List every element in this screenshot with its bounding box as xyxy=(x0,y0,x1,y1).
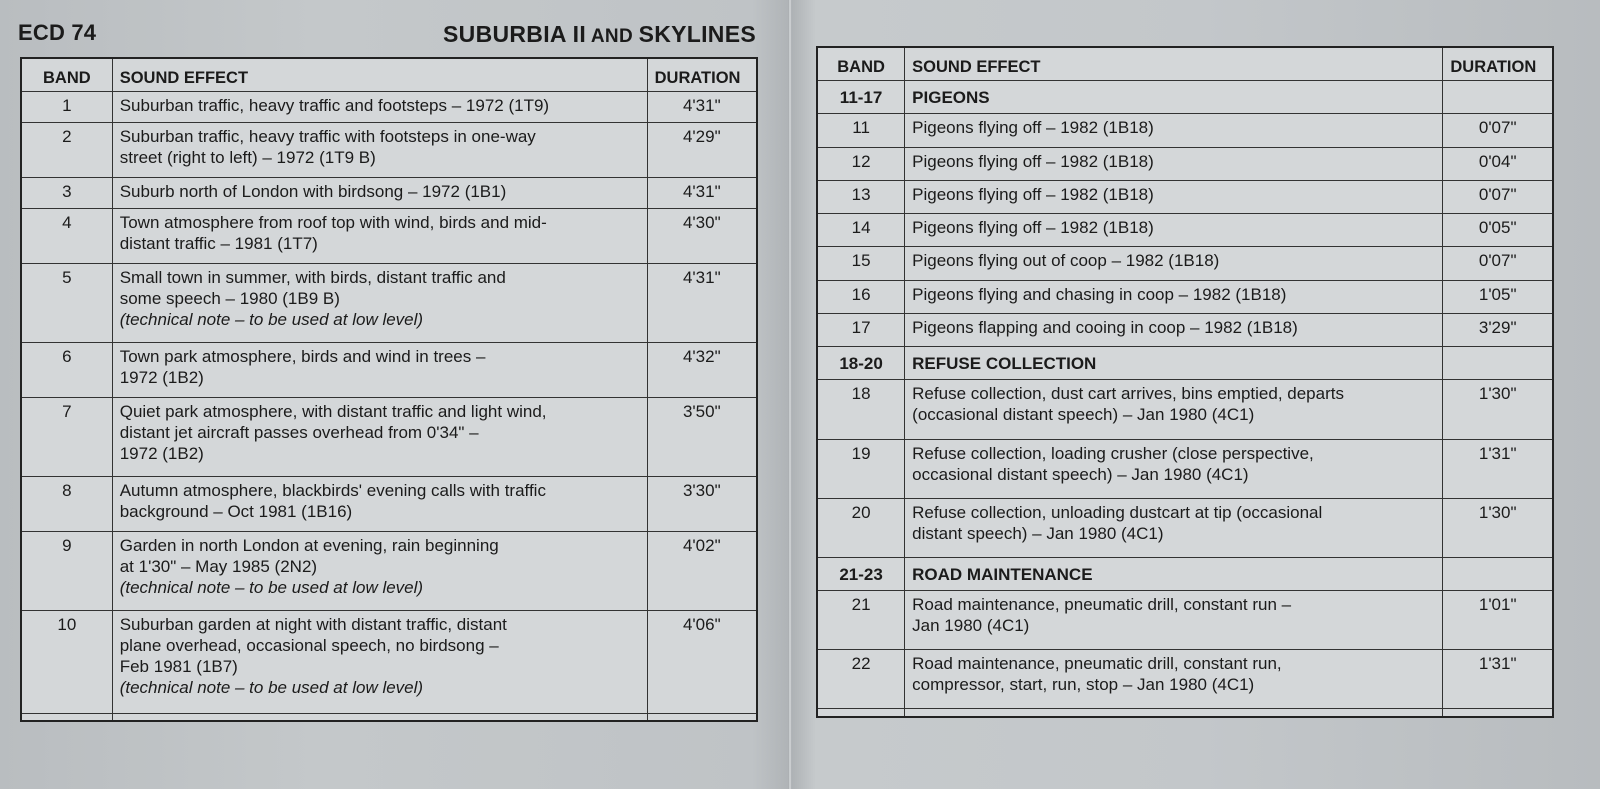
band-header: BAND xyxy=(21,58,112,92)
table-row xyxy=(21,610,757,713)
left-page xyxy=(0,0,790,789)
catalog-number: ECD 74 xyxy=(18,20,97,45)
effect-line: distant speech) – Jan 1980 (4C1) xyxy=(912,523,1164,543)
page-title xyxy=(443,21,756,48)
empty-cell xyxy=(647,713,757,721)
table-row xyxy=(21,531,757,610)
empty-cell xyxy=(905,709,1443,717)
effect-line: Road maintenance, pneumatic drill, constant run, xyxy=(912,654,1282,674)
duration-cell: 3'50" xyxy=(647,397,757,476)
duration-cell: 1'05" xyxy=(1443,280,1553,313)
table-row xyxy=(817,114,1553,147)
effect-line: Refuse collection, loading crusher (close perspective, xyxy=(912,443,1314,463)
section-row xyxy=(817,557,1553,590)
sound-effect-cell xyxy=(905,147,1443,180)
band-cell: 4 xyxy=(21,208,112,263)
sound-effect-cell xyxy=(112,177,647,208)
effect-line: Refuse collection, unloading dustcart at tip (occasional xyxy=(912,502,1323,522)
duration-cell xyxy=(1443,557,1553,590)
filler-row xyxy=(817,709,1553,717)
band-cell: 1 xyxy=(21,92,112,123)
sound-effect-cell xyxy=(905,313,1443,346)
table-row xyxy=(817,214,1553,247)
band-cell: 11-17 xyxy=(817,81,905,114)
effect-line: Pigeons flying off – 1982 (1B18) xyxy=(912,151,1154,171)
effect-line: Suburban garden at night with distant traffic, distant xyxy=(119,614,507,634)
table-row xyxy=(817,498,1553,557)
sound-effect-cell xyxy=(112,476,647,531)
sound-effect-cell xyxy=(905,439,1443,498)
duration-cell: 0'07" xyxy=(1443,114,1553,147)
right-page xyxy=(790,0,1600,789)
effect-line: some speech – 1980 (1B9 B) xyxy=(119,288,340,308)
band-cell: 17 xyxy=(817,313,905,346)
sound-effect-cell xyxy=(112,92,647,123)
effect-line: plane overhead, occasional speech, no birdsong – xyxy=(119,635,499,655)
title-and: AND xyxy=(586,26,639,47)
left-table-body xyxy=(21,92,757,722)
table-row xyxy=(21,263,757,342)
effect-line: Suburban traffic, heavy traffic and footsteps – 1972 (1T9) xyxy=(119,96,550,115)
duration-cell: 0'05" xyxy=(1443,214,1553,247)
effect-line: Suburban traffic, heavy traffic with footsteps in one-way xyxy=(119,126,536,146)
band-cell: 19 xyxy=(817,439,905,498)
effect-line: Road maintenance, pneumatic drill, constant run – xyxy=(912,595,1292,615)
band-cell: 11 xyxy=(817,114,905,147)
band-cell: 18-20 xyxy=(817,347,905,380)
section-row xyxy=(817,347,1553,380)
band-cell: 6 xyxy=(21,342,112,397)
band-cell: 10 xyxy=(21,610,112,713)
duration-cell: 3'29" xyxy=(1443,313,1553,346)
table-row xyxy=(21,476,757,531)
effect-line: Pigeons flying out of coop – 1982 (1B18) xyxy=(912,251,1220,271)
sound-effect-cell xyxy=(112,122,647,177)
section-row xyxy=(817,81,1553,114)
technical-note: (technical note – to be used at low level) xyxy=(119,677,424,697)
effect-line: street (right to left) – 1972 (1T9 B) xyxy=(119,147,376,167)
effect-line: at 1'30" – May 1985 (2N2) xyxy=(119,556,318,576)
effect-line: Pigeons flying and chasing in coop – 1982 (1B18) xyxy=(912,284,1287,304)
duration-cell: 4'30" xyxy=(647,208,757,263)
effect-line: Quiet park atmosphere, with distant traffic and light wind, xyxy=(119,401,547,421)
table-row xyxy=(817,439,1553,498)
table-row xyxy=(21,397,757,476)
effect-line: distant jet aircraft passes overhead from 0'34" – xyxy=(119,422,479,442)
sound-effect-cell xyxy=(112,342,647,397)
band-cell: 21-23 xyxy=(817,557,905,590)
duration-cell: 3'30" xyxy=(647,476,757,531)
empty-cell xyxy=(1443,709,1553,717)
band-cell: 5 xyxy=(21,263,112,342)
duration-cell: 4'02" xyxy=(647,531,757,610)
duration-cell: 0'07" xyxy=(1443,180,1553,213)
sound-effect-cell xyxy=(112,208,647,263)
technical-note: (technical note – to be used at low level) xyxy=(119,309,424,329)
band-header: BAND xyxy=(817,47,905,81)
band-cell: 7 xyxy=(21,397,112,476)
band-cell: 2 xyxy=(21,122,112,177)
section-title: REFUSE COLLECTION xyxy=(905,347,1443,380)
effect-line: Pigeons flying off – 1982 (1B18) xyxy=(912,118,1154,138)
band-cell: 12 xyxy=(817,147,905,180)
duration-cell: 4'31" xyxy=(647,92,757,123)
table-row xyxy=(21,177,757,208)
sound-effect-cell xyxy=(905,380,1443,439)
band-cell: 16 xyxy=(817,280,905,313)
duration-cell: 4'06" xyxy=(647,610,757,713)
table-row xyxy=(21,208,757,263)
effect-line: Garden in north London at evening, rain beginning xyxy=(119,535,499,555)
duration-header: DURATION xyxy=(647,58,757,92)
duration-cell: 1'31" xyxy=(1443,439,1553,498)
band-cell: 21 xyxy=(817,591,905,650)
sound-effect-cell xyxy=(112,531,647,610)
duration-cell xyxy=(1443,81,1553,114)
sound-effect-cell xyxy=(112,263,647,342)
band-cell: 20 xyxy=(817,498,905,557)
band-cell: 3 xyxy=(21,177,112,208)
technical-note: (technical note – to be used at low level) xyxy=(119,577,424,597)
band-cell: 15 xyxy=(817,247,905,280)
band-cell: 9 xyxy=(21,531,112,610)
band-cell: 13 xyxy=(817,180,905,213)
effect-line: Town atmosphere from roof top with wind, birds and mid- xyxy=(119,212,547,232)
duration-cell: 1'01" xyxy=(1443,591,1553,650)
empty-cell xyxy=(112,713,647,721)
table-row xyxy=(817,650,1553,709)
title-main: SUBURBIA II xyxy=(443,21,587,47)
table-header-row xyxy=(817,47,1553,81)
table-header-row xyxy=(21,58,757,92)
sound-effect-cell xyxy=(905,114,1443,147)
effect-line: Pigeons flying off – 1982 (1B18) xyxy=(912,184,1154,204)
sound-effect-cell xyxy=(905,214,1443,247)
table-row xyxy=(21,92,757,123)
effect-line: Refuse collection, dust cart arrives, bins emptied, departs xyxy=(912,384,1344,404)
duration-cell: 1'30" xyxy=(1443,498,1553,557)
effect-line: 1972 (1B2) xyxy=(119,443,204,463)
sound-effect-cell xyxy=(905,591,1443,650)
effect-line: 1972 (1B2) xyxy=(119,367,204,387)
duration-cell: 4'32" xyxy=(647,342,757,397)
duration-cell: 0'07" xyxy=(1443,247,1553,280)
effect-line: Jan 1980 (4C1) xyxy=(912,616,1030,636)
table-row xyxy=(817,313,1553,346)
effect-line: Small town in summer, with birds, distant traffic and xyxy=(119,267,506,287)
empty-cell xyxy=(21,713,112,721)
sound-effect-header: SOUND EFFECT xyxy=(905,47,1443,81)
sound-effect-cell xyxy=(905,650,1443,709)
table-row xyxy=(21,342,757,397)
right-table-body xyxy=(817,81,1553,718)
effect-line: occasional distant speech) – Jan 1980 (4C1) xyxy=(912,464,1249,484)
left-track-table xyxy=(20,57,758,722)
duration-cell: 4'31" xyxy=(647,263,757,342)
effect-line: Pigeons flapping and cooing in coop – 1982 (1B18) xyxy=(912,317,1298,337)
section-title: ROAD MAINTENANCE xyxy=(905,557,1443,590)
table-row xyxy=(21,122,757,177)
duration-cell: 4'31" xyxy=(647,177,757,208)
sound-effect-cell xyxy=(905,498,1443,557)
sound-effect-cell xyxy=(905,247,1443,280)
duration-cell: 1'30" xyxy=(1443,380,1553,439)
effect-line: Town park atmosphere, birds and wind in trees – xyxy=(119,346,486,366)
section-title: PIGEONS xyxy=(905,81,1443,114)
effect-line: Autumn atmosphere, blackbirds' evening calls with traffic xyxy=(119,480,546,500)
band-cell: 22 xyxy=(817,650,905,709)
sound-effect-cell xyxy=(905,280,1443,313)
filler-row xyxy=(21,713,757,721)
table-row xyxy=(817,280,1553,313)
effect-line: background – Oct 1981 (1B16) xyxy=(119,501,353,521)
duration-cell: 4'29" xyxy=(647,122,757,177)
effect-line: Pigeons flying off – 1982 (1B18) xyxy=(912,218,1154,238)
duration-cell: 0'04" xyxy=(1443,147,1553,180)
effect-line: distant traffic – 1981 (1T7) xyxy=(119,233,318,253)
effect-line: (occasional distant speech) – Jan 1980 (4C1) xyxy=(912,405,1255,425)
sound-effect-cell xyxy=(905,180,1443,213)
band-cell: 8 xyxy=(21,476,112,531)
title-end: SKYLINES xyxy=(638,21,756,47)
duration-cell xyxy=(1443,347,1553,380)
effect-line: Suburb north of London with birdsong – 1972 (1B1) xyxy=(119,181,507,201)
table-row xyxy=(817,380,1553,439)
sound-effect-cell xyxy=(112,397,647,476)
empty-cell xyxy=(817,709,905,717)
duration-header: DURATION xyxy=(1443,47,1553,81)
duration-cell: 1'31" xyxy=(1443,650,1553,709)
table-row xyxy=(817,147,1553,180)
sound-effect-header: SOUND EFFECT xyxy=(112,58,647,92)
table-row xyxy=(817,180,1553,213)
effect-line: compressor, start, run, stop – Jan 1980 (4C1) xyxy=(912,675,1255,695)
right-track-table xyxy=(816,46,1554,718)
band-cell: 14 xyxy=(817,214,905,247)
table-row xyxy=(817,247,1553,280)
effect-line: Feb 1981 (1B7) xyxy=(119,656,238,676)
sound-effect-cell xyxy=(112,610,647,713)
table-row xyxy=(817,591,1553,650)
band-cell: 18 xyxy=(817,380,905,439)
